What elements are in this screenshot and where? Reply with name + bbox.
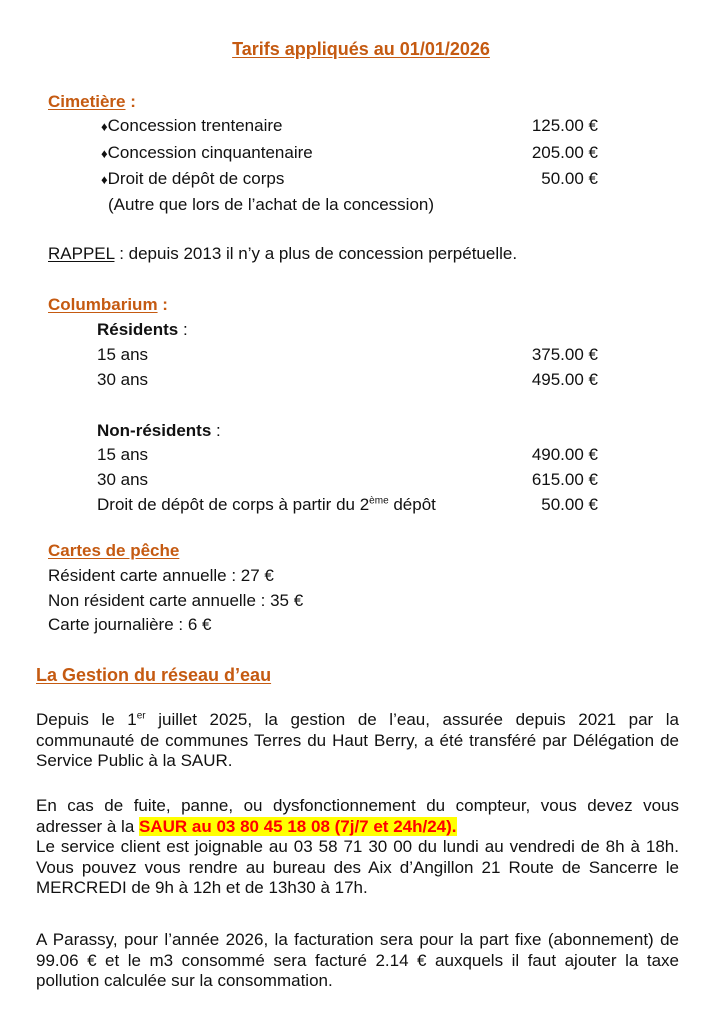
residents-label [97, 320, 188, 340]
residents-row-label: 15 ans [97, 345, 149, 364]
cimetiere-item-label: Concession trentenaire [107, 116, 283, 135]
diamond-bullet-icon: ♦ [101, 119, 108, 134]
depot-label-after: dépôt [388, 495, 436, 514]
residents-row-price: 495.00 € [531, 370, 598, 389]
non-residents-label-text: Non-résidents [97, 421, 212, 440]
residents-label-suffix: : [178, 320, 188, 339]
eau-paragraph-1 [36, 710, 679, 772]
non-residents-row-label: 15 ans [97, 445, 149, 464]
cimetiere-heading-suffix: : [125, 92, 136, 111]
cimetiere-item-label: Concession cinquantenaire [107, 143, 313, 162]
diamond-bullet-icon: ♦ [101, 146, 108, 161]
depot-label [97, 495, 436, 515]
rappel-label: RAPPEL [48, 244, 115, 263]
eau-p1-before: Depuis le 1 [36, 710, 137, 729]
peche-line: Résident carte annuelle : 27 € [48, 566, 274, 585]
cimetiere-item [101, 143, 313, 164]
cimetiere-item [101, 169, 284, 190]
depot-label-before: Droit de dépôt de corps à partir du 2 [97, 495, 370, 514]
non-residents-label [97, 421, 221, 441]
cimetiere-heading-text: Cimetière [48, 92, 126, 111]
cimetiere-item-label: Droit de dépôt de corps [107, 169, 285, 188]
rappel-line [48, 244, 517, 264]
page-title: Tarifs appliqués au 01/01/2026 [232, 39, 490, 59]
eau-heading: La Gestion du réseau d’eau [36, 665, 272, 685]
diamond-bullet-icon: ♦ [101, 172, 108, 187]
residents-label-text: Résidents [97, 320, 179, 339]
eau-p1-after: juillet 2025, la gestion de l’eau, assurée depuis 2021 par la communauté de communes Terres du Haut Berry, a été transféré par Délégation de Service Public à la SAUR. [36, 710, 679, 770]
cimetiere-note: (Autre que lors de l’achat de la concession) [108, 195, 435, 214]
eau-paragraph-2 [36, 796, 679, 837]
peche-line: Carte journalière : 6 € [48, 615, 212, 634]
eau-paragraph-4: A Parassy, pour l’année 2026, la facturation sera pour la part fixe (abonnement) de 99.06 € et le m3 consommé sera facturé 2.14 € auxquels il faut ajouter la taxe pollution calculée sur la consommation. [36, 930, 679, 990]
depot-label-sup: ème [369, 495, 389, 507]
cimetiere-item-price: 125.00 € [531, 116, 598, 135]
cimetiere-item [101, 116, 282, 137]
cimetiere-item-price: 50.00 € [541, 169, 598, 188]
non-residents-row-price: 490.00 € [531, 445, 598, 464]
depot-price: 50.00 € [541, 495, 598, 514]
rappel-text: : depuis 2013 il n’y a plus de concession perpétuelle. [114, 244, 518, 263]
eau-paragraph-3: Le service client est joignable au 03 58 71 30 00 du lundi au vendredi de 8h à 18h. Vous pouvez vous rendre au bureau des Aix d’Angillon 21 Route de Sancerre le MERCREDI de 9h à 12h et de 13h30 à 17h. [36, 837, 679, 897]
columbarium-heading [48, 295, 168, 315]
non-residents-row-label: 30 ans [97, 470, 149, 489]
residents-row-label: 30 ans [97, 370, 149, 389]
cimetiere-item-price: 205.00 € [531, 143, 598, 162]
peche-line: Non résident carte annuelle : 35 € [48, 591, 304, 610]
eau-p2-before: En cas de fuite, panne, ou dysfonctionnement du compteur, vous devez vous adresser à la [36, 796, 679, 836]
saur-phone-highlight: SAUR au 03 80 45 18 08 (7j/7 et 24h/24). [139, 816, 457, 836]
non-residents-row-price: 615.00 € [531, 470, 598, 489]
non-residents-label-suffix: : [211, 421, 221, 440]
cimetiere-heading [48, 92, 136, 112]
columbarium-heading-text: Columbarium [48, 295, 158, 314]
eau-p1-sup: er [136, 710, 146, 722]
peche-heading: Cartes de pêche [48, 541, 180, 560]
columbarium-heading-suffix: : [157, 295, 168, 314]
residents-row-price: 375.00 € [531, 345, 598, 364]
